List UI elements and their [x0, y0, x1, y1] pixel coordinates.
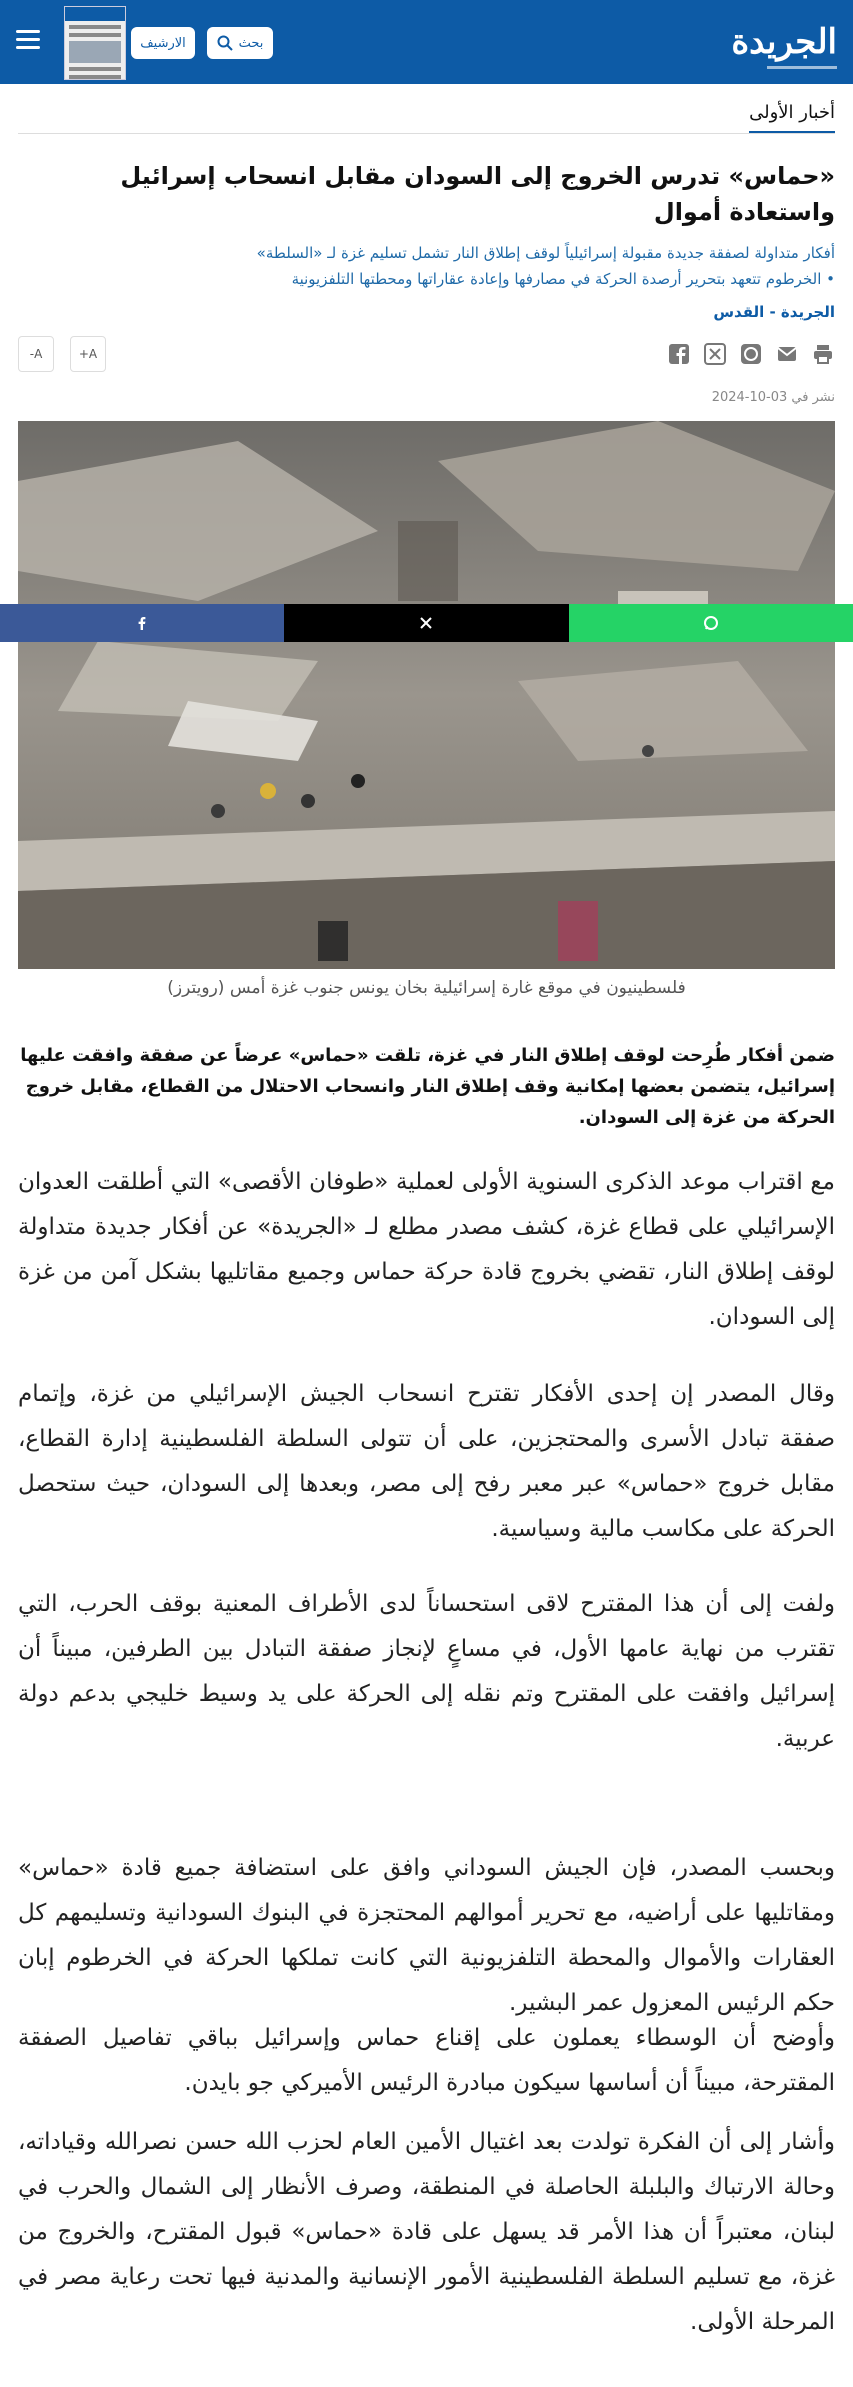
thumbnail-line [69, 75, 121, 79]
email-icon[interactable] [775, 342, 799, 366]
whatsapp-icon[interactable] [739, 342, 763, 366]
article-headline: «حماس» تدرس الخروج إلى السودان مقابل انسحاب إسرائيل واستعادة أموال [120, 162, 835, 226]
share-icons-row [667, 342, 835, 366]
font-increase-button[interactable]: A+ [70, 336, 106, 372]
logo-underline [767, 66, 837, 69]
thumbnail-masthead [65, 7, 125, 21]
article-source[interactable]: الجريدة - القدس [713, 303, 835, 321]
article-photo [18, 421, 835, 969]
site-header [0, 0, 853, 84]
search-label: بحث [238, 35, 264, 51]
thumbnail-image [69, 41, 121, 63]
photo-caption: فلسطينيون في موقع غارة إسرائيلية بخان يونس جنوب غزة أمس (رويترز) [167, 978, 686, 998]
x-icon[interactable] [703, 342, 727, 366]
section-divider [18, 133, 835, 134]
facebook-icon[interactable] [667, 342, 691, 366]
article-lead: ضمن أفكار طُرِحت لوقف إطلاق النار في غزة، تلقت «حماس» عرضاً عن صفقة وافقت عليها إسرائيل، يتضمن بعضها إمكانية وقف إطلاق النار وانسحاب الاحتلال من القطاع، مقابل خروج الحركة من غزة إلى السودان. [20, 1045, 835, 1128]
article-paragraph: وأوضح أن الوسطاء يعملون على إقناع حماس وإسرائيل بباقي تفاصيل الصفقة المقترحة، مبيناً أن أساسها سيكون مبادرة الرئيس الأميركي جو بايدن. [18, 2025, 835, 2096]
archive-button[interactable] [131, 27, 195, 59]
rubble-image [18, 421, 835, 969]
font-decrease-button[interactable]: A- [18, 336, 54, 372]
hamburger-menu-icon[interactable] [16, 30, 40, 52]
publish-date: نشر في 03-10-2024 [711, 390, 835, 405]
print-edition-thumbnail[interactable] [64, 6, 126, 80]
section-label[interactable]: أخبار الأولى [749, 102, 835, 134]
site-logo[interactable]: الجريدة [731, 22, 837, 62]
print-icon[interactable] [811, 342, 835, 366]
search-icon [217, 35, 233, 51]
subheadline-1: أفكار متداولة لصفقة جديدة مقبولة إسرائيلياً لوقف إطلاق النار تشمل تسليم غزة لـ «السلطة» [256, 244, 835, 262]
whatsapp-share-button[interactable] [569, 604, 853, 642]
article-paragraph: وأشار إلى أن الفكرة تولدت بعد اغتيال الأمين العام لحزب الله حسن نصرالله وقياداته، وحالة الارتباك والبلبلة الحاصلة في المنطقة، وصرف الأنظار إلى الشمال والحرب في لبنان، معتبراً أن هذا الأمر قد يسهل على قادة «حماس» قبول المقترح، والخروج من غزة، مع تسليم السلطة الفلسطينية الأمور الإنسانية والمدنية فيها تحت رعاية مصر في المرحلة الأولى. [18, 2129, 835, 2335]
font-size-controls [18, 336, 106, 372]
share-bar [0, 604, 853, 642]
article-subheadlines [18, 240, 835, 292]
thumbnail-line [69, 33, 121, 37]
thumbnail-line [69, 25, 121, 29]
article-paragraph: مع اقتراب موعد الذكرى السنوية الأولى لعملية «طوفان الأقصى» التي أطلقت العدوان الإسرائيلي على قطاع غزة، كشف مصدر مطلع لـ «الجريدة» عن أفكار جديدة متداولة لوقف إطلاق النار، تقضي بخروج قادة حركة حماس وجميع مقاتليها بشكل آمن من غزة إلى السودان. [18, 1169, 835, 1330]
article-paragraph: وبحسب المصدر، فإن الجيش السوداني وافق على استضافة جميع قادة «حماس» ومقاتليها على أراضيه، مع تحرير أموالهم المحتجزة في البنوك السودانية وتسليمهم كل العقارات والأموال والمحطة التلفزيونية التي كانت تملكها الحركة في الخرطوم إبان حكم الرئيس المعزول عمر البشير. [18, 1855, 835, 2016]
facebook-share-icon [136, 616, 148, 630]
subheadline-2: • الخرطوم تتعهد بتحرير أرصدة الحركة في مصارفها وإعادة عقاراتها ومحطتها التلفزيونية [291, 270, 835, 288]
x-share-button[interactable] [284, 604, 568, 642]
article-paragraph: ولفت إلى أن هذا المقترح لاقى استحساناً لدى الأطراف المعنية بوقف الحرب، التي تقترب من نهاية عامها الأول، في مساعٍ لإنجاز صفقة التبادل بين الطرفين، مبيناً أن إسرائيل وافقت على المقترح وتم نقله إلى الحركة على يد وسيط خليجي بدعم دولة عربية. [18, 1591, 835, 1752]
x-share-icon [419, 616, 433, 630]
whatsapp-share-icon [703, 615, 719, 631]
article-paragraph: وقال المصدر إن إحدى الأفكار تقترح انسحاب الجيش الإسرائيلي من غزة، وإتمام صفقة تبادل الأسرى والمحتجزين، على أن تتولى السلطة الفلسطينية إدارة القطاع، مقابل خروج «حماس» عبر معبر رفح إلى مصر، وبعدها إلى السودان، حيث ستحصل الحركة على مكاسب مالية وسياسية. [18, 1381, 835, 1542]
facebook-share-button[interactable] [0, 604, 284, 642]
archive-label: الارشيف [140, 35, 186, 51]
thumbnail-line [69, 67, 121, 71]
search-button[interactable] [207, 27, 273, 59]
